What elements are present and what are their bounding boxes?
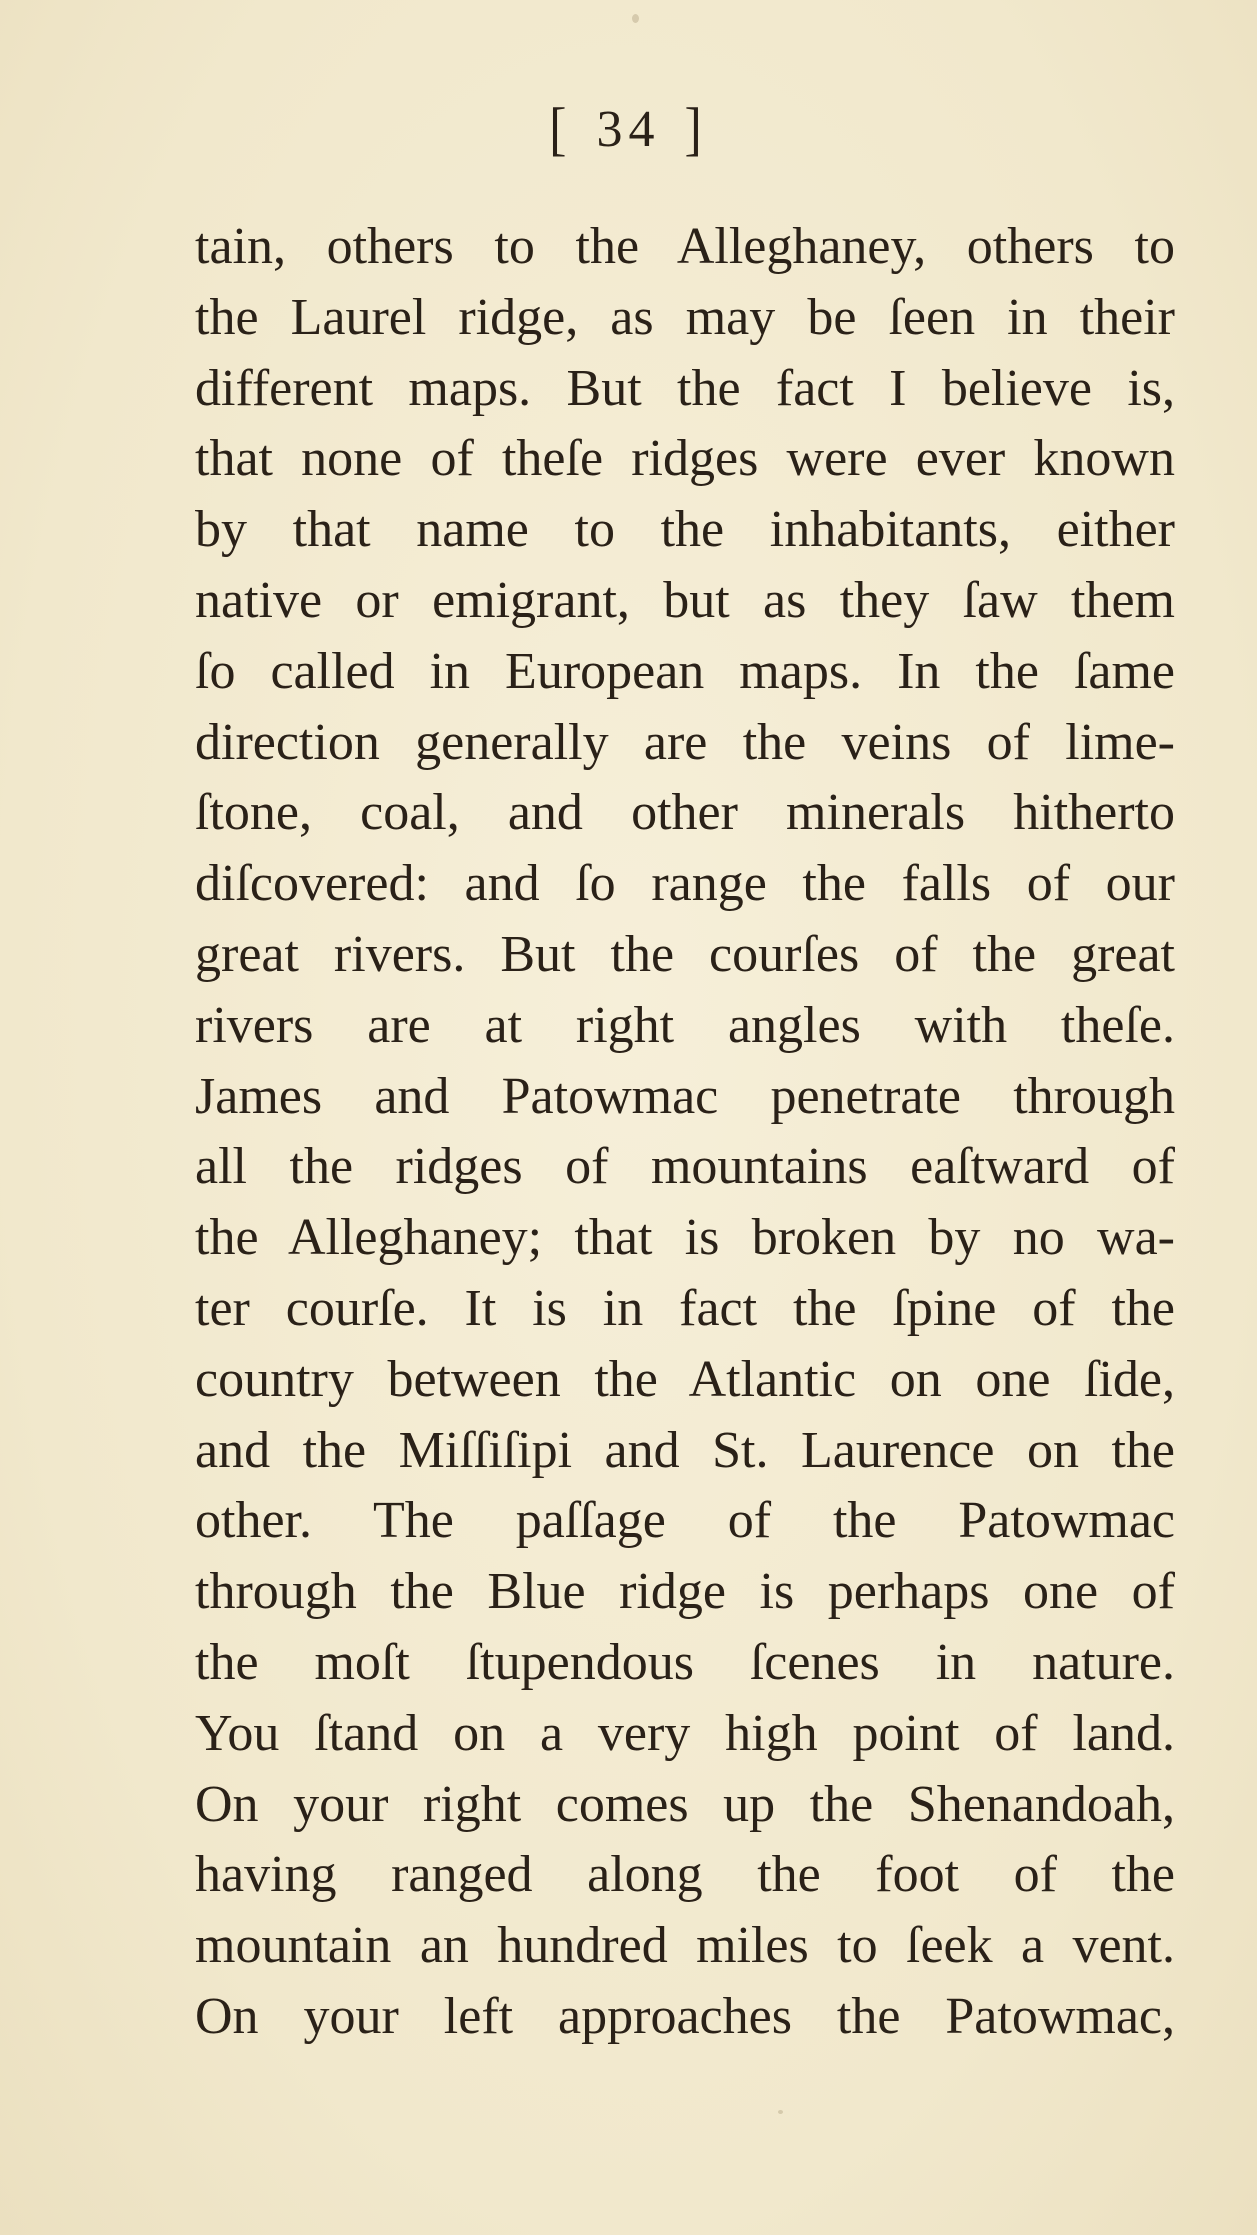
page-number: 34 [596,101,661,158]
text-line: James and Patowmac penetrate through [195,1067,1175,1125]
text-line: the moſt ſtupendous ſcenes in nature. [195,1633,1175,1691]
text-line: other. The paſſage of the Patowmac [195,1492,1175,1550]
text-line: having ranged along the foot of the [195,1846,1175,1904]
text-line: native or emigrant, but as they ſaw them [195,571,1175,629]
text-line: On your right comes up the Shenandoah, [195,1775,1175,1833]
header-open-bracket: [ [549,96,573,163]
text-line: by that name to the inhabitants, either [195,501,1175,559]
text-line: mountain an hundred miles to ſeek a vent. [195,1917,1175,1975]
paper-speck [632,14,639,23]
text-line: diſcovered: and ſo range the falls of our [195,855,1175,913]
text-line: You ſtand on a very high point of land. [195,1704,1175,1762]
text-line: the Alleghaney; that is broken by no wa- [195,1209,1175,1267]
body-text [195,212,1175,2053]
text-line: On your left approaches the Patowmac, [195,1987,1175,2045]
text-line: country between the Atlantic on one ſide, [195,1350,1175,1408]
text-line: ſo called in European maps. In the ſame [195,642,1175,700]
text-line: that none of theſe ridges were ever known [195,430,1175,488]
text-line: through the Blue ridge is perhaps one of [195,1563,1175,1621]
text-line: the Laurel ridge, as may be ſeen in their [195,288,1175,346]
text-line: ter courſe. It is in fact the ſpine of the [195,1279,1175,1337]
text-line: great rivers. But the courſes of the great [195,925,1175,983]
header-close-bracket: ] [684,96,708,163]
text-line: direction generally are the veins of lime- [195,713,1175,771]
text-line: different maps. But the fact I believe is, [195,359,1175,417]
text-line: rivers are at right angles with theſe. [195,996,1175,1054]
text-line: and the Miſſiſipi and St. Laurence on the [195,1421,1175,1479]
text-line: ſtone, coal, and other minerals hitherto [195,784,1175,842]
text-line: tain, others to the Alleghaney, others to [195,218,1175,275]
paper-speck [778,2110,783,2114]
page-header [0,96,1257,163]
text-line: all the ridges of mountains eaſtward of [195,1138,1175,1196]
